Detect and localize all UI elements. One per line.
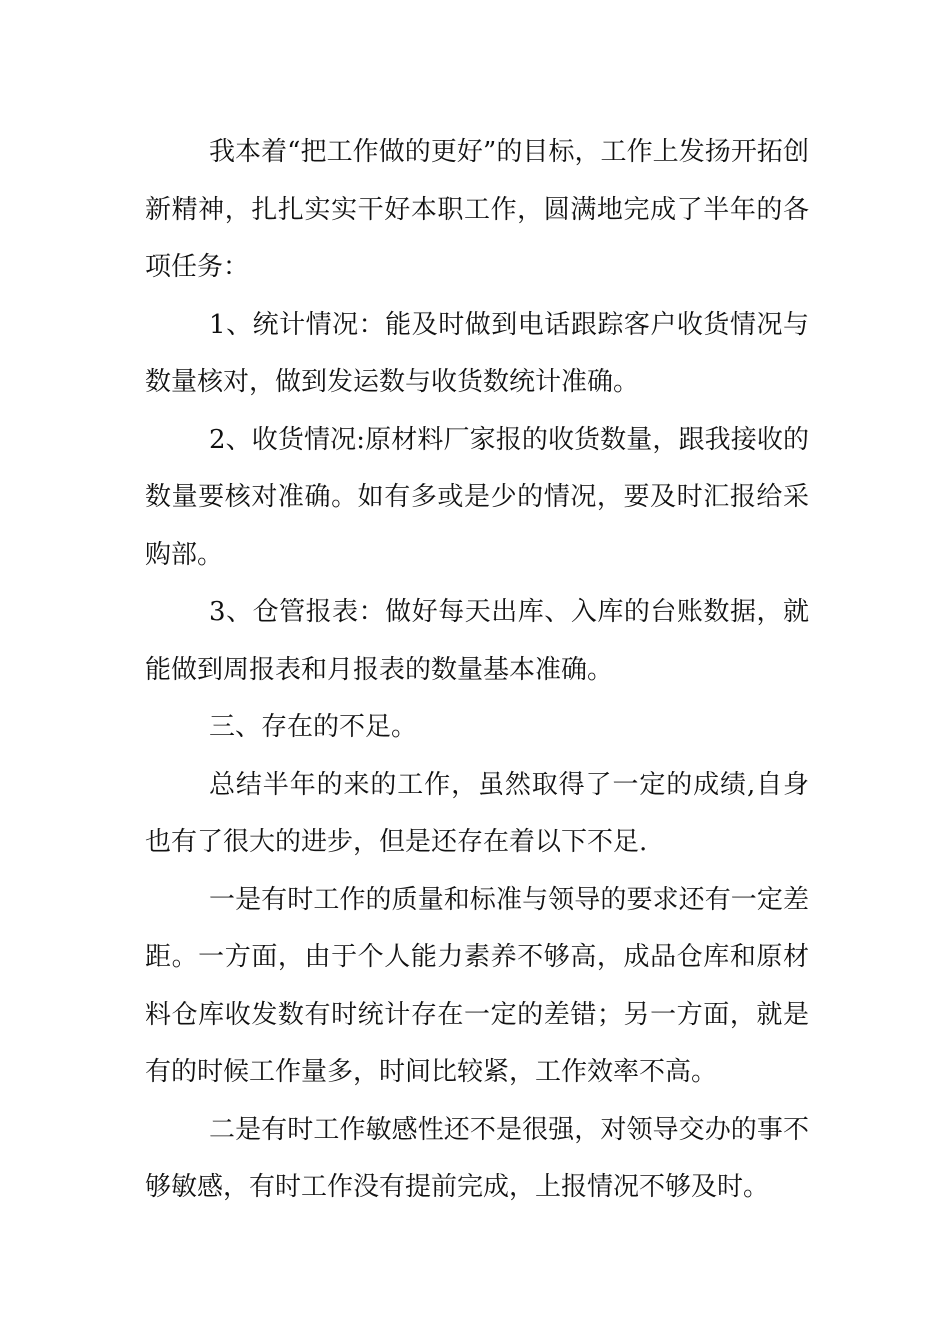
paragraph-item-1-statistics: 1、统计情况：能及时做到电话跟踪客户收货情况与数量核对，做到发运数与收货数统计准确。 bbox=[145, 309, 809, 397]
paragraph-item-3-warehouse-reports: 3、仓管报表：做好每天出库、入库的台账数据，就能做到周报表和月报表的数量基本准确。 bbox=[145, 597, 809, 685]
document-body bbox=[145, 124, 809, 1217]
paragraph-item-2-receiving: 2、收货情况:原材料厂家报的收货数量，跟我接收的数量要核对准确。如有多或是少的情况，要及时汇报给采购部。 bbox=[145, 424, 809, 570]
section-heading-shortcomings: 三、存在的不足。 bbox=[209, 712, 418, 742]
paragraph-shortcoming-2: 二是有时工作敏感性还不是很强，对领导交办的事不够敏感，有时工作没有提前完成，上报情况不够及时。 bbox=[145, 1114, 809, 1202]
paragraph-intro: 我本着“把工作做的更好”的目标，工作上发扬开拓创新精神，扎扎实实干好本职工作，圆满地完成了半年的各项任务： bbox=[145, 137, 809, 282]
paragraph-summary: 总结半年的来的工作，虽然取得了一定的成绩,自身也有了很大的进步，但是还存在着以下不足. bbox=[145, 769, 809, 857]
paragraph-shortcoming-1: 一是有时工作的质量和标准与领导的要求还有一定差距。一方面，由于个人能力素养不够高，成品仓库和原材料仓库收发数有时统计存在一定的差错；另一方面，就是有的时候工作量多，时间比较紧，工作效率不高。 bbox=[145, 884, 809, 1087]
